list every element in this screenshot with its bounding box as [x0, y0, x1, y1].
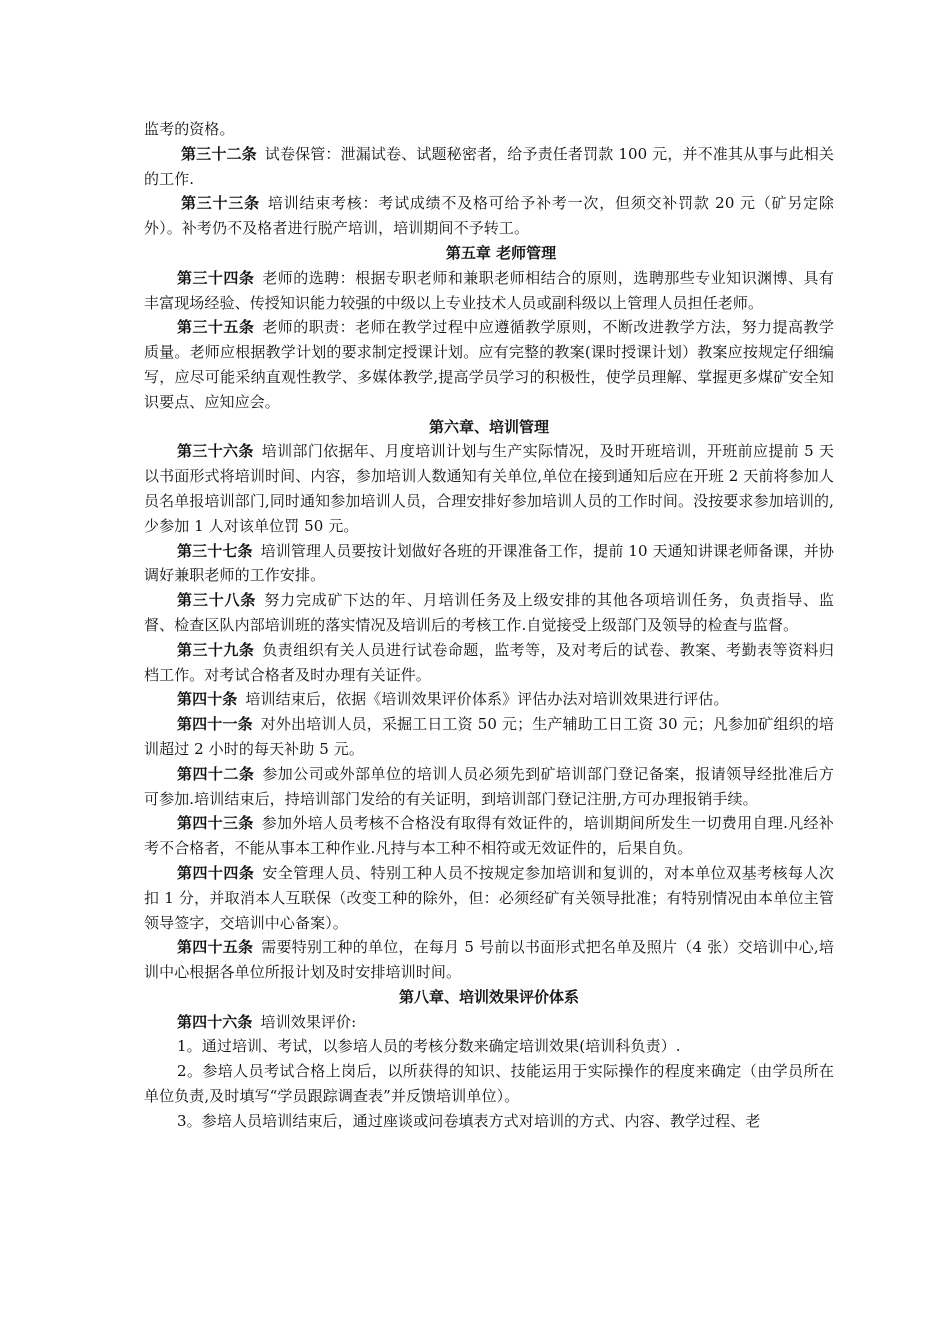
article-39 — [144, 638, 834, 688]
chapter-heading: 第五章 老师管理 — [445, 243, 557, 262]
article-label: 第三十四条 — [177, 268, 255, 287]
article-41 — [144, 712, 834, 762]
article-text: 培训管理人员要按计划做好各班的开课准备工作，提前 10 天通知讲课老师备课，并协调好兼职老师的工作安排。 — [144, 541, 834, 585]
article-label: 第四十条 — [177, 690, 238, 709]
article-text: 参加公司或外部单位的培训人员必须先到矿培训部门登记备案，报请领导经批准后方可参加.培训结束后，持培训部门发给的有关证明，到培训部门登记注册,方可办理报销手续。 — [144, 764, 834, 808]
article-label: 第四十三条 — [177, 814, 254, 833]
article-label: 第四十二条 — [177, 764, 255, 783]
article-43 — [144, 811, 834, 861]
article-text: 努力完成矿下达的年、月培训任务及上级安排的其他各项培训任务，负责指导、监督、检查区队内部培训班的落实情况及培训后的考核工作.自觉接受上级部门及领导的检查与监督。 — [144, 591, 834, 634]
article-text: 参加外培人员考核不合格没有取得有效证件的，培训期间所发生一切费用自理.凡经补考不合格者，不能从事本工种作业.凡持与本工种不相符或无效证件的，后果自负。 — [144, 814, 834, 858]
article-label: 第三十五条 — [177, 318, 255, 337]
list-item: 1。通过培训、考试，以参培人员的考核分数来确定培训效果(培训科负责）. — [177, 1037, 681, 1056]
article-37 — [144, 539, 834, 589]
article-label: 第四十五条 — [177, 938, 254, 957]
article-label: 第三十九条 — [177, 640, 255, 659]
article-text: 培训效果评价: — [260, 1012, 357, 1031]
list-item: 2。参培人员考试合格上岗后，以所获得的知识、技能运用于实际操作的程度来确定（由学员所在单位负责,及时填写“学员跟踪调查表”并反馈培训单位）。 — [144, 1062, 834, 1106]
article-42 — [144, 762, 834, 812]
article-38 — [144, 588, 834, 638]
article-label: 第三十七条 — [177, 541, 253, 560]
chapter-heading: 第六章、培训管理 — [428, 417, 549, 436]
article-text: 老师的选聘：根据专职老师和兼职老师相结合的原则，选聘那些专业知识渊博、具有丰富现场经验、传授知识能力较强的中级以上专业技术人员或副科级以上管理人员担任老师。 — [144, 268, 834, 312]
article-text: 培训结束考核：考试成绩不及格可给予补考一次，但须交补罚款 20 元（矿另定除外）。补考仍不及格者进行脱产培训，培训期间不予转工。 — [144, 194, 834, 238]
intro-line: 监考的资格。 — [144, 120, 235, 138]
article-40 — [144, 687, 834, 712]
list-item: 3。参培人员培训结束后，通过座谈或问卷填表方式对培训的方式、内容、教学过程、老 — [177, 1111, 761, 1130]
article-text: 试卷保管：泄漏试卷、试题秘密者，给予责任者罚款 100 元，并不准其从事与此相关的工作. — [144, 144, 834, 188]
article-label: 第三十三条 — [181, 194, 260, 213]
article-32 — [144, 142, 834, 192]
article-34 — [144, 266, 834, 316]
article-label: 第四十四条 — [177, 863, 255, 882]
article-45 — [144, 935, 834, 985]
article-text: 安全管理人员、特别工种人员不按规定参加培训和复训的，对本单位双基考核每人次扣 1 分，并取消本人互联保（改变工种的除外，但：必须经矿有关领导批准；有特别情况由本单位主管领导签字，交培训中心备案）。 — [144, 863, 834, 932]
article-label: 第四十一条 — [177, 715, 253, 734]
article-label: 第三十八条 — [177, 591, 257, 610]
article-44 — [144, 861, 834, 935]
article-33 — [144, 191, 834, 241]
article-text: 培训结束后，依据《培训效果评价体系》评估办法对培训效果进行评估。 — [245, 690, 729, 709]
article-label: 第三十六条 — [177, 442, 254, 461]
article-text: 老师的职责：老师在教学过程中应遵循教学原则，不断改进教学方法，努力提高教学质量。老师应根据教学计划的要求制定授课计划。应有完整的教案(课时授课计划）教案应按规定仔细编写，应尽可能采纳直观性教学、多媒体教学,提高学员学习的积极性，使学员理解、掌握更多煤矿安全知识要点、应知应会。 — [144, 318, 834, 411]
article-text: 培训部门依据年、月度培训计划与生产实际情况，及时开班培训，开班前应提前 5 天以书面形式将培训时间、内容，参加培训人数通知有关单位,单位在接到通知后应在开班 2 天前将参加人员名单报培训部门,同时通知参加培训人员，合理安排好参加培训人员的工作时间。没按要求参加培训的,少参加 1 人对该单位罚 50 元。 — [144, 442, 834, 535]
article-36 — [144, 439, 834, 538]
article-text: 对外出培训人员，采掘工日工资 50 元；生产辅助工日工资 30 元；凡参加矿组织的培训超过 2 小时的每天补助 5 元。 — [144, 715, 834, 758]
article-46 — [144, 1010, 834, 1035]
article-text: 需要特别工种的单位，在每月 5 号前以书面形式把名单及照片（4 张）交培训中心,培训中心根据各单位所报计划及时安排培训时间。 — [144, 938, 834, 982]
article-label: 第三十二条 — [181, 144, 257, 163]
chapter-heading: 第八章、培训效果评价体系 — [398, 987, 579, 1006]
article-text: 负责组织有关人员进行试卷命题，监考等，及对考后的试卷、教案、考勤表等资料归档工作。对考试合格者及时办理有关证件。 — [144, 640, 834, 684]
document-body — [144, 117, 834, 1134]
article-label: 第四十六条 — [177, 1012, 253, 1031]
article-35 — [144, 315, 834, 414]
